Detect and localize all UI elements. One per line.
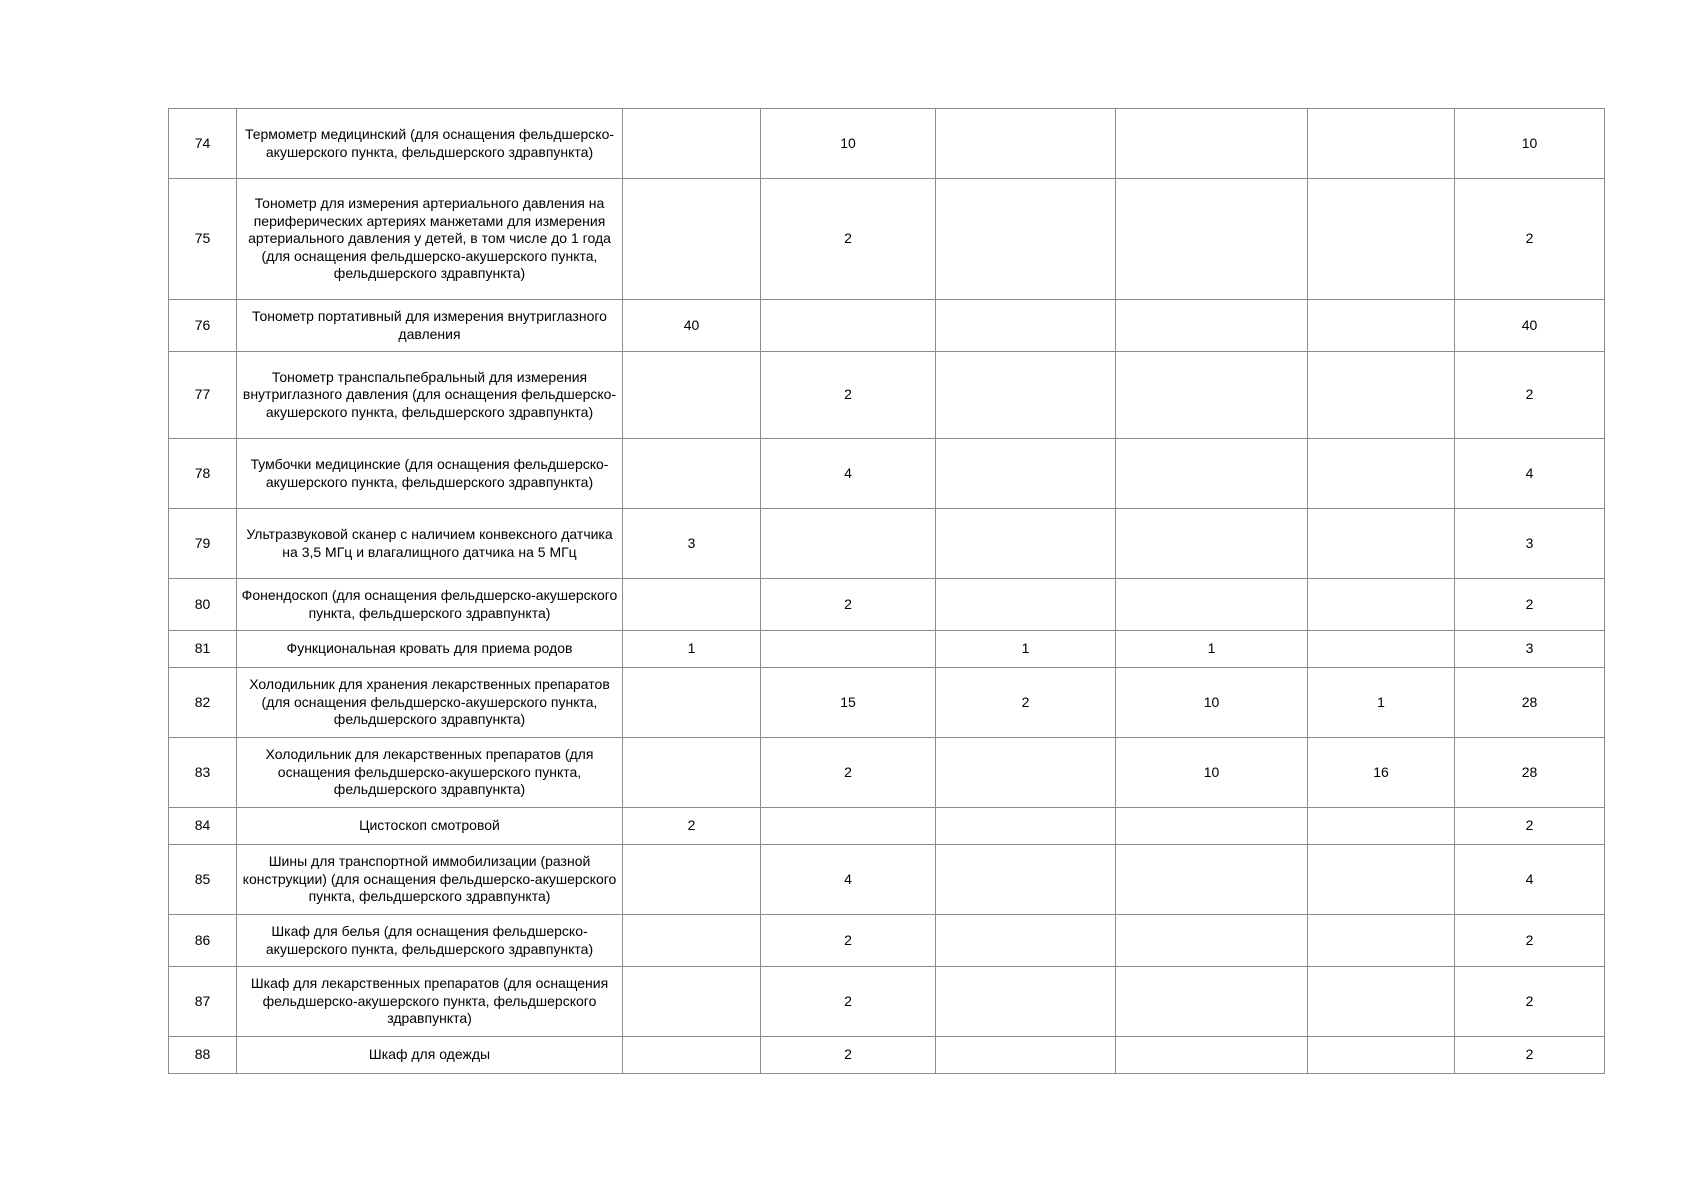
quantity-total: 2 — [1455, 808, 1605, 845]
item-name: Фонендоскоп (для оснащения фельдшерско-акушерского пункта, фельдшерского здравпункта) — [237, 579, 623, 631]
quantity-total: 10 — [1455, 109, 1605, 179]
quantity-col-5 — [1308, 808, 1455, 845]
row-number: 82 — [169, 668, 237, 738]
quantity-total: 4 — [1455, 439, 1605, 509]
quantity-col-3 — [936, 179, 1116, 300]
quantity-col-1 — [623, 179, 761, 300]
table-row — [169, 439, 1605, 509]
quantity-col-5 — [1308, 631, 1455, 668]
item-name: Термометр медицинский (для оснащения фельдшерско-акушерского пункта, фельдшерского здравпункта) — [237, 109, 623, 179]
quantity-col-5 — [1308, 439, 1455, 509]
row-number: 77 — [169, 352, 237, 439]
quantity-col-4: 10 — [1116, 668, 1308, 738]
quantity-col-4 — [1116, 579, 1308, 631]
quantity-col-5: 16 — [1308, 738, 1455, 808]
item-name: Шины для транспортной иммобилизации (разной конструкции) (для оснащения фельдшерско-акушерского пункта, фельдшерского здравпункта) — [237, 845, 623, 915]
equipment-table-page — [168, 108, 1604, 1074]
quantity-col-2: 4 — [761, 439, 936, 509]
quantity-col-5 — [1308, 179, 1455, 300]
quantity-col-1 — [623, 352, 761, 439]
quantity-col-2: 2 — [761, 967, 936, 1037]
equipment-table — [168, 108, 1605, 1074]
quantity-col-2: 2 — [761, 579, 936, 631]
table-row — [169, 352, 1605, 439]
quantity-total: 2 — [1455, 967, 1605, 1037]
quantity-col-1 — [623, 668, 761, 738]
quantity-col-3 — [936, 845, 1116, 915]
table-row — [169, 631, 1605, 668]
row-number: 83 — [169, 738, 237, 808]
quantity-col-5 — [1308, 915, 1455, 967]
row-number: 78 — [169, 439, 237, 509]
table-row — [169, 808, 1605, 845]
quantity-col-4 — [1116, 352, 1308, 439]
quantity-col-1 — [623, 845, 761, 915]
quantity-col-2: 2 — [761, 179, 936, 300]
table-row — [169, 179, 1605, 300]
quantity-col-5 — [1308, 579, 1455, 631]
quantity-col-4 — [1116, 1037, 1308, 1074]
quantity-col-4 — [1116, 509, 1308, 579]
item-name: Шкаф для белья (для оснащения фельдшерско-акушерского пункта, фельдшерского здравпункта) — [237, 915, 623, 967]
quantity-total: 2 — [1455, 352, 1605, 439]
quantity-col-2: 2 — [761, 1037, 936, 1074]
quantity-col-1 — [623, 439, 761, 509]
quantity-col-1 — [623, 109, 761, 179]
quantity-col-2: 2 — [761, 352, 936, 439]
quantity-col-4: 10 — [1116, 738, 1308, 808]
quantity-col-4 — [1116, 109, 1308, 179]
table-row — [169, 915, 1605, 967]
item-name: Тонометр транспальпебральный для измерения внутриглазного давления (для оснащения фельдшерско-акушерского пункта, фельдшерского здравпункта) — [237, 352, 623, 439]
row-number: 74 — [169, 109, 237, 179]
quantity-col-5 — [1308, 967, 1455, 1037]
quantity-col-2 — [761, 631, 936, 668]
quantity-total: 3 — [1455, 509, 1605, 579]
row-number: 85 — [169, 845, 237, 915]
quantity-total: 3 — [1455, 631, 1605, 668]
quantity-col-2 — [761, 808, 936, 845]
quantity-total: 28 — [1455, 668, 1605, 738]
quantity-col-2: 10 — [761, 109, 936, 179]
item-name: Холодильник для лекарственных препаратов (для оснащения фельдшерско-акушерского пункта, фельдшерского здравпункта) — [237, 738, 623, 808]
row-number: 80 — [169, 579, 237, 631]
quantity-col-3 — [936, 439, 1116, 509]
table-row — [169, 738, 1605, 808]
quantity-col-1 — [623, 738, 761, 808]
quantity-col-1: 2 — [623, 808, 761, 845]
quantity-col-1: 40 — [623, 300, 761, 352]
quantity-col-1 — [623, 579, 761, 631]
quantity-col-1 — [623, 915, 761, 967]
item-name: Тонометр для измерения артериального давления на периферических артериях манжетами для измерения артериального давления у детей, в том числе до 1 года (для оснащения фельдшерско-акушерского пункта, фельдшерского здравпункта) — [237, 179, 623, 300]
item-name: Тумбочки медицинские (для оснащения фельдшерско-акушерского пункта, фельдшерского здравпункта) — [237, 439, 623, 509]
quantity-col-3 — [936, 300, 1116, 352]
table-row — [169, 579, 1605, 631]
quantity-col-3 — [936, 579, 1116, 631]
quantity-col-5 — [1308, 300, 1455, 352]
quantity-col-5 — [1308, 509, 1455, 579]
item-name: Ультразвуковой сканер с наличием конвексного датчика на 3,5 МГц и влагалищного датчика на 5 МГц — [237, 509, 623, 579]
quantity-col-1 — [623, 967, 761, 1037]
quantity-col-2: 2 — [761, 738, 936, 808]
quantity-col-5 — [1308, 352, 1455, 439]
item-name: Шкаф для лекарственных препаратов (для оснащения фельдшерско-акушерского пункта, фельдшерского здравпункта) — [237, 967, 623, 1037]
quantity-col-1: 3 — [623, 509, 761, 579]
quantity-col-3 — [936, 109, 1116, 179]
row-number: 86 — [169, 915, 237, 967]
quantity-total: 2 — [1455, 179, 1605, 300]
table-row — [169, 509, 1605, 579]
row-number: 84 — [169, 808, 237, 845]
quantity-col-2 — [761, 300, 936, 352]
quantity-col-2: 15 — [761, 668, 936, 738]
quantity-col-3 — [936, 738, 1116, 808]
quantity-col-2: 4 — [761, 845, 936, 915]
item-name: Цистоскоп смотровой — [237, 808, 623, 845]
item-name: Холодильник для хранения лекарственных препаратов (для оснащения фельдшерско-акушерского пункта, фельдшерского здравпункта) — [237, 668, 623, 738]
quantity-col-1 — [623, 1037, 761, 1074]
quantity-total: 2 — [1455, 915, 1605, 967]
quantity-col-4 — [1116, 179, 1308, 300]
quantity-col-2: 2 — [761, 915, 936, 967]
quantity-col-4 — [1116, 300, 1308, 352]
row-number: 81 — [169, 631, 237, 668]
table-row — [169, 668, 1605, 738]
row-number: 88 — [169, 1037, 237, 1074]
quantity-col-3 — [936, 808, 1116, 845]
item-name: Тонометр портативный для измерения внутриглазного давления — [237, 300, 623, 352]
quantity-col-4 — [1116, 967, 1308, 1037]
quantity-total: 2 — [1455, 1037, 1605, 1074]
table-row — [169, 1037, 1605, 1074]
quantity-total: 28 — [1455, 738, 1605, 808]
quantity-col-3 — [936, 915, 1116, 967]
item-name: Функциональная кровать для приема родов — [237, 631, 623, 668]
quantity-col-2 — [761, 509, 936, 579]
quantity-col-5 — [1308, 109, 1455, 179]
table-row — [169, 109, 1605, 179]
row-number: 76 — [169, 300, 237, 352]
item-name: Шкаф для одежды — [237, 1037, 623, 1074]
row-number: 87 — [169, 967, 237, 1037]
quantity-total: 2 — [1455, 579, 1605, 631]
table-row — [169, 845, 1605, 915]
quantity-col-5 — [1308, 1037, 1455, 1074]
table-row — [169, 967, 1605, 1037]
quantity-col-3 — [936, 352, 1116, 439]
quantity-col-3 — [936, 509, 1116, 579]
quantity-col-1: 1 — [623, 631, 761, 668]
quantity-col-4: 1 — [1116, 631, 1308, 668]
quantity-total: 4 — [1455, 845, 1605, 915]
row-number: 79 — [169, 509, 237, 579]
quantity-col-3 — [936, 967, 1116, 1037]
quantity-col-4 — [1116, 439, 1308, 509]
quantity-col-4 — [1116, 808, 1308, 845]
quantity-col-4 — [1116, 845, 1308, 915]
table-row — [169, 300, 1605, 352]
row-number: 75 — [169, 179, 237, 300]
quantity-col-5: 1 — [1308, 668, 1455, 738]
quantity-total: 40 — [1455, 300, 1605, 352]
quantity-col-5 — [1308, 845, 1455, 915]
quantity-col-4 — [1116, 915, 1308, 967]
quantity-col-3: 2 — [936, 668, 1116, 738]
quantity-col-3: 1 — [936, 631, 1116, 668]
table-body — [169, 109, 1605, 1074]
quantity-col-3 — [936, 1037, 1116, 1074]
